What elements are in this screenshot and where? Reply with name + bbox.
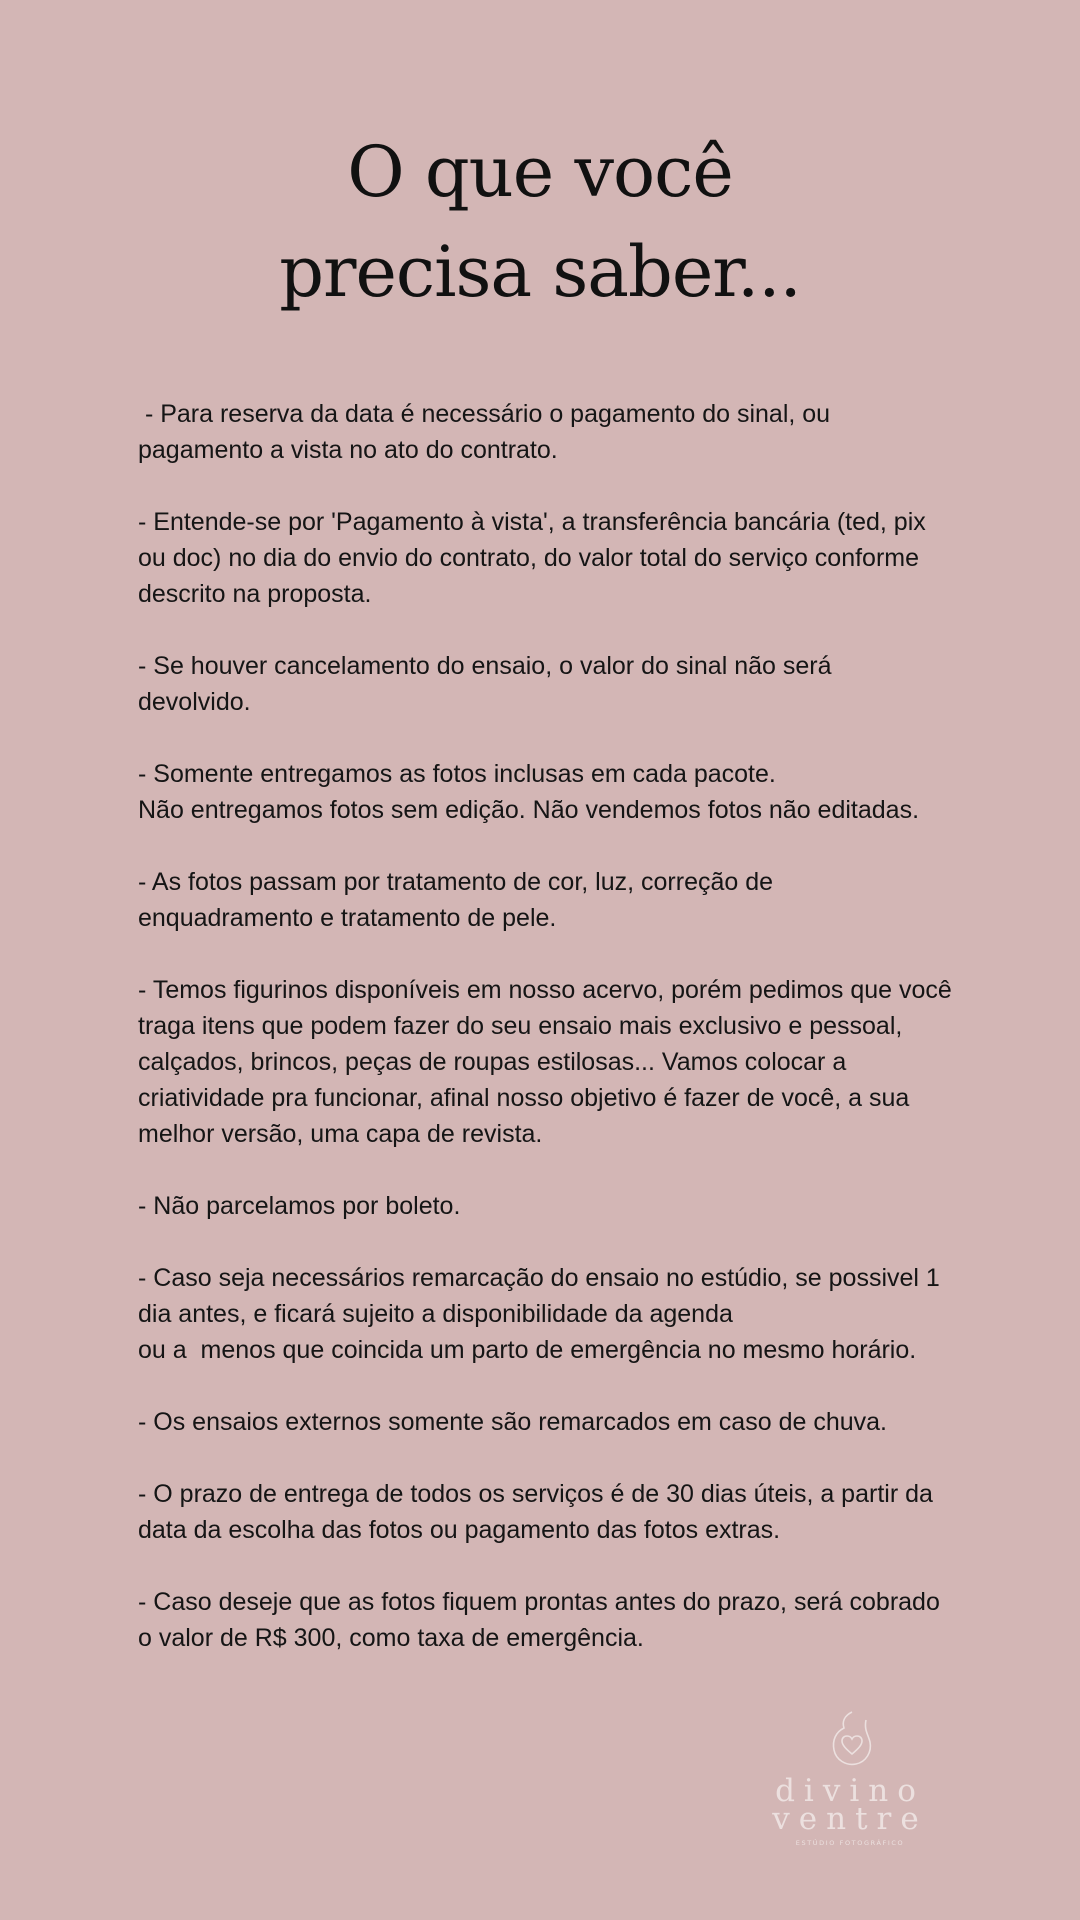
- note-line: - Caso deseje que as fotos fiquem prontas antes do prazo, será cobrado: [138, 1588, 940, 1616]
- studio-logo: [770, 1708, 930, 1848]
- note-item: [138, 1260, 988, 1368]
- note-line: o valor de R$ 300, como taxa de emergência.: [138, 1624, 644, 1652]
- note-line: data da escolha das fotos ou pagamento das fotos extras.: [138, 1516, 781, 1544]
- note-item: [138, 1188, 988, 1224]
- note-line: devolvido.: [138, 688, 251, 716]
- note-item: [138, 1476, 988, 1548]
- title-line-2: precisa saber...: [279, 231, 801, 313]
- note-line: - Temos figurinos disponíveis em nosso acervo, porém pedimos que você: [138, 976, 952, 1004]
- note-line: enquadramento e tratamento de pele.: [138, 904, 557, 932]
- note-item: [138, 972, 988, 1152]
- note-line: - As fotos passam por tratamento de cor, luz, correção de: [138, 868, 774, 896]
- note-line: descrito na proposta.: [138, 580, 372, 608]
- note-line: ou a menos que coincida um parto de emergência no mesmo horário.: [138, 1336, 917, 1364]
- note-line: - O prazo de entrega de todos os serviços é de 30 dias úteis, a partir da: [138, 1480, 933, 1508]
- note-line: Não entregamos fotos sem edição. Não vendemos fotos não editadas.: [138, 796, 920, 824]
- note-line: - Para reserva da data é necessário o pagamento do sinal, ou: [138, 400, 831, 428]
- note-line: - Se houver cancelamento do ensaio, o valor do sinal não será: [138, 652, 832, 680]
- note-item: [138, 864, 988, 936]
- logo-text-ventre: ventre: [772, 1801, 928, 1837]
- note-line: - Caso seja necessários remarcação do ensaio no estúdio, se possivel 1: [138, 1264, 940, 1292]
- note-line: traga itens que podem fazer do seu ensaio mais exclusivo e pessoal,: [138, 1012, 903, 1040]
- notes-list: [138, 396, 988, 1692]
- note-item: [138, 756, 988, 828]
- note-line: criatividade pra funcionar, afinal nosso objetivo é fazer de você, a sua: [138, 1084, 910, 1112]
- note-line: - Não parcelamos por boleto.: [138, 1192, 461, 1220]
- logo-tagline: ESTÚDIO FOTOGRÁFICO: [795, 1839, 905, 1847]
- note-item: [138, 396, 988, 468]
- note-item: [138, 504, 988, 612]
- note-line: melhor versão, uma capa de revista.: [138, 1120, 543, 1148]
- note-line: ou doc) no dia do envio do contrato, do valor total do serviço conforme: [138, 544, 920, 572]
- pregnant-belly-heart-icon: [822, 1708, 878, 1772]
- note-line: dia antes, e ficará sujeito a disponibilidade da agenda: [138, 1300, 733, 1328]
- note-line: - Os ensaios externos somente são remarcados em caso de chuva.: [138, 1408, 887, 1436]
- note-line: pagamento a vista no ato do contrato.: [138, 436, 558, 464]
- note-line: calçados, brincos, peças de roupas estilosas... Vamos colocar a: [138, 1048, 847, 1076]
- note-item: [138, 1584, 988, 1656]
- note-line: - Entende-se por 'Pagamento à vista', a transferência bancária (ted, pix: [138, 508, 926, 536]
- note-line: - Somente entregamos as fotos inclusas em cada pacote.: [138, 760, 776, 788]
- page-title: [0, 122, 1080, 322]
- note-item: [138, 648, 988, 720]
- title-line-1: O que você: [347, 131, 733, 213]
- logo-text-divino: divino: [775, 1773, 925, 1809]
- note-item: [138, 1404, 988, 1440]
